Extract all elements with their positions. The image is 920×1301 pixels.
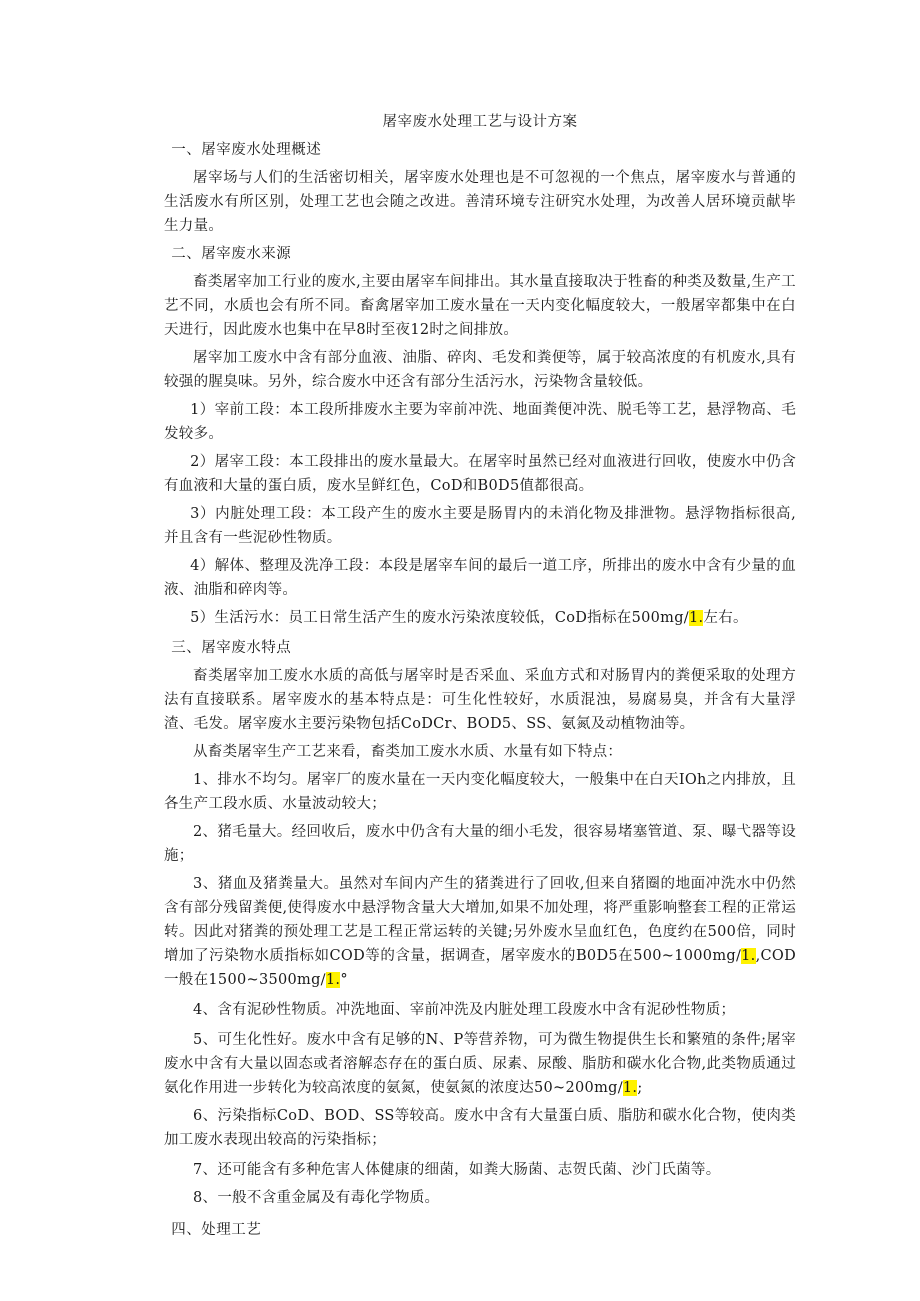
section-heading-process: 四、处理工艺 bbox=[171, 1222, 262, 1238]
biodegradability-text: 5、可生化性好。废水中含有足够的N、P等营养物，可为微生物提供生长和繁殖的条件;屠宰废水中含有大量以固态或者溶解态存在的蛋白质、尿素、尿酸、脂肪和碳水化合物,此类物质通过氨化作用进一步转化为较高浓度的氨氮，使氨氮的浓度达50~200mg∕ bbox=[164, 1032, 796, 1096]
highlighted-unit: 1. bbox=[741, 948, 756, 964]
blood-manure-text-3: ° bbox=[340, 972, 348, 988]
list-item-sand: 4、含有泥砂性物质。冲洗地面、宰前冲洗及内脏处理工段废水中含有泥砂性物质； bbox=[193, 1002, 736, 1018]
document-title: 屠宰废水处理工艺与设计方案 bbox=[382, 114, 578, 130]
blood-manure-text-2: ,COD一般在1500~3500mg∕ bbox=[164, 948, 796, 988]
domestic-sewage-tail: 左右。 bbox=[703, 610, 748, 626]
domestic-sewage-text: 5）生活污水：员工日常生活产生的废水污染浓度较低，CoD指标在500mg∕ bbox=[190, 610, 689, 626]
highlighted-unit: 1. bbox=[688, 610, 704, 626]
list-item-blood-manure bbox=[164, 872, 796, 992]
list-item-biodegradability bbox=[164, 1028, 796, 1100]
list-item-slaughter: 2）屠宰工段：本工段排出的废水量最大。在屠宰时虽然已经对血液进行回收，使废水中仍含有血液和大量的蛋白质，废水呈鲜红色，CoD和B0D5值都很高。 bbox=[164, 454, 796, 494]
list-item-hair: 2、猪毛量大。经回收后，废水中仍含有大量的细小毛发，很容易堵塞管道、泵、曝弋器等设施； bbox=[164, 824, 796, 864]
section-heading-sources: 二、屠宰废水来源 bbox=[171, 246, 292, 262]
highlighted-unit: 1. bbox=[325, 972, 341, 988]
list-item-uneven-discharge: 1、排水不均匀。屠宰厂的废水量在一天内变化幅度较大，一般集中在白天IOh之内排放，且各生产工段水质、水量波动较大； bbox=[164, 772, 796, 812]
list-item-bacteria: 7、还可能含有多种危害人体健康的细菌，如粪大肠菌、志贺氏菌、沙门氏菌等。 bbox=[193, 1162, 721, 1178]
highlighted-unit: 1. bbox=[622, 1080, 638, 1096]
paragraph-overview: 屠宰场与人们的生活密切相关，屠宰废水处理也是不可忽视的一个焦点，屠宰废水与普通的生活废水有所区别，处理工艺也会随之改进。善清环境专注研究水处理，为改善人居环境贡献毕生力量。 bbox=[164, 170, 796, 234]
section-heading-features: 三、屠宰废水特点 bbox=[171, 640, 292, 656]
blood-manure-text-1: 3、猪血及猪粪量大。虽然对车间内产生的猪粪进行了回收,但来自猪圈的地面冲洗水中仍然含有部分残留粪便,使得废水中悬浮物含量大大增加,如果不加处理，将严重影响整套工程的正常运转。因此对猪粪的预处理工艺是工程正常运转的关键;另外废水呈血红色，色度约在500倍，同时增加了污染物水质指标如COD等的含量，据调查，屠宰废水的B0D5在500~1000mg∕ bbox=[164, 876, 796, 964]
list-item-pre-slaughter: 1）宰前工段：本工段所排废水主要为宰前冲洗、地面粪便冲洗、脱毛等工艺，悬浮物高、毛发较多。 bbox=[164, 402, 796, 442]
list-item-viscera: 3）内脏处理工段：本工段产生的废水主要是肠胃内的未消化物及排泄物。悬浮物指标很高,并且含有一些泥砂性物质。 bbox=[164, 506, 796, 546]
biodegradability-tail: ; bbox=[637, 1080, 643, 1096]
list-item-dismantling: 4）解体、整理及洗净工段：本段是屠宰车间的最后一道工序，所排出的废水中含有少量的血液、油脂和碎肉等。 bbox=[164, 558, 796, 598]
section-heading-overview: 一、屠宰废水处理概述 bbox=[171, 142, 322, 158]
list-item-domestic-sewage bbox=[164, 606, 796, 630]
paragraph-sources-2: 屠宰加工废水中含有部分血液、油脂、碎肉、毛发和粪便等，属于较高浓度的有机废水,具有较强的腥臭味。另外，综合废水中还含有部分生活污水，污染物含量较低。 bbox=[164, 350, 796, 390]
paragraph-features-2: 从畜类屠宰生产工艺来看，畜类加工废水水质、水量有如下特点： bbox=[193, 744, 623, 760]
paragraph-features-1: 畜类屠宰加工废水水质的高低与屠宰时是否采血、采血方式和对肠胃内的粪便采取的处理方法有直接联系。屠宰废水的基本特点是：可生化性较好，水质混浊，易腐易臭，并含有大量浮渣、毛发。屠宰废水主要污染物包括CoDCr、BOD5、SS、氨氮及动植物油等。 bbox=[164, 668, 796, 732]
document-body bbox=[164, 110, 796, 1246]
list-item-heavy-metals: 8、一般不含重金属及有毒化学物质。 bbox=[193, 1190, 440, 1206]
paragraph-sources-1: 畜类屠宰加工行业的废水,主要由屠宰车间排出。其水量直接取决于牲畜的种类及数量,生产工艺不同，水质也会有所不同。畜禽屠宰加工废水量在一天内变化幅度较大，一般屠宰都集中在白天进行，因此废水也集中在早8时至夜12时之间排放。 bbox=[164, 274, 796, 338]
list-item-pollution-index: 6、污染指标CoD、BOD、SS等较高。废水中含有大量蛋白质、脂肪和碳水化合物，使肉类加工废水表现出较高的污染指标； bbox=[164, 1108, 796, 1148]
